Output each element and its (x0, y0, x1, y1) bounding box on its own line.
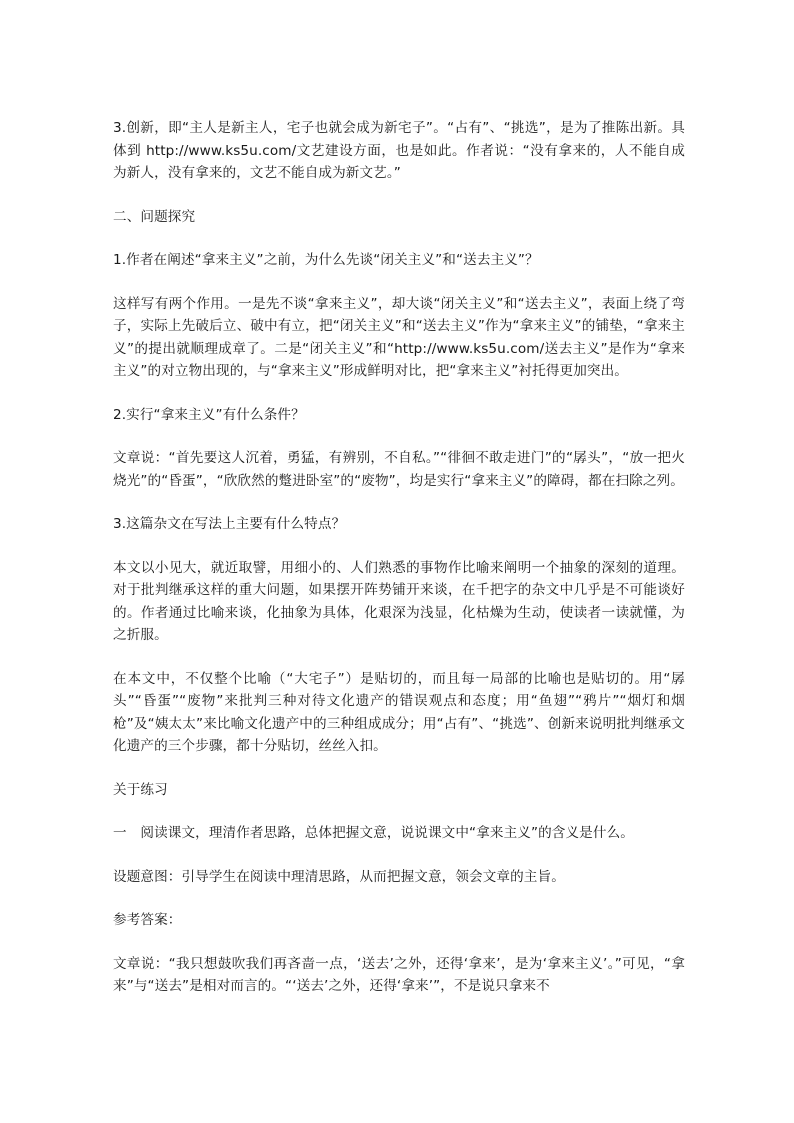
answer-1: 这样写有两个作用。一是先不谈“拿来主义”，却大谈“闭关主义”和“送去主义”，表面上绕了弯子，实际上先破后立、破中有立，把“闭关主义”和“送去主义”作为“拿来主义”的铺垫，“拿来主义”的提出就顺理成章了。二是“闭关主义”和“http://www.ks5u.com/送去主义”是作为“拿来主义”的对立物出现的，与“拿来主义”形成鲜明对比，把“拿来主义”衬托得更加突出。 (113, 295, 685, 379)
answer-2: 文章说：“首先要这人沉着，勇猛，有辨别，不自私。”“徘徊不敢走进门”的“孱头”，“放一把火烧光”的“昏蛋”，“欣欣然的蹩进卧室”的“废物”，均是实行“拿来主义”的障碍，都在扫除之列。 (113, 450, 685, 489)
question-3: 3.这篇杂文在写法上主要有什么特点？ (113, 516, 346, 532)
reference-answer-text: 文章说：“我只想鼓吹我们再吝啬一点，‘送去’之外，还得‘拿来’，是为‘拿来主义’。”可见，“拿来”与“送去”是相对而言的。“‘送去’之外，还得‘拿来’”，不是说只拿来不 (113, 955, 685, 994)
answer-3-part-1: 本文以小见大，就近取譬，用细小的、人们熟悉的事物作比喻来阐明一个抽象的深刻的道理。对于批判继承这样的重大问题，如果摆开阵势铺开来谈，在千把字的杂文中几乎是不可能谈好的。作者通过比喻来谈，化抽象为具体，化艰深为浅显，化枯燥为生动，使读者一读就懂，为之折服。 (113, 559, 685, 643)
section-heading-exercises: 关于练习 (113, 781, 168, 798)
answer-3-part-2: 在本文中，不仅整个比喻（“大宅子”）是贴切的，而且每一局部的比喻也是贴切的。用“孱头”“昏蛋”“废物”来批判三种对待文化遗产的错误观点和态度；用“鱼翅”“鸦片”“烟灯和烟枪”及“姨太太”来比喻文化遗产中的三种组成成分；用“占有”、“挑选”、创新来说明批判继承文化遗产的三个步骤，都十分贴切，丝丝入扣。 (113, 670, 685, 754)
paragraph-innovation: 3.创新，即“主人是新主人，宅子也就会成为新宅子”。“占有”、“挑选”，是为了推陈出新。具体到 http://www.ks5u.com/文艺建设方面，也是如此。作者说：“没有拿来的，人不能自成为新人，没有拿来的，文艺不能自成为新文艺。” (113, 120, 685, 181)
section-heading-inquiry: 二、问题探究 (113, 208, 196, 225)
exercise-intent: 设题意图：引导学生在阅读中理清思路，从而把握文意，领会文章的主旨。 (113, 868, 565, 885)
exercise-1: 一 阅读课文，理清作者思路，总体把握文意，说说课文中“拿来主义”的含义是什么。 (113, 825, 634, 841)
document-body (113, 117, 685, 1019)
reference-answer-label: 参考答案： (113, 912, 182, 928)
question-2: 2.实行“拿来主义”有什么条件？ (113, 406, 305, 423)
question-1: 1.作者在阐述“拿来主义”之前，为什么先谈“闭关主义”和“送去主义”？ (113, 252, 539, 268)
